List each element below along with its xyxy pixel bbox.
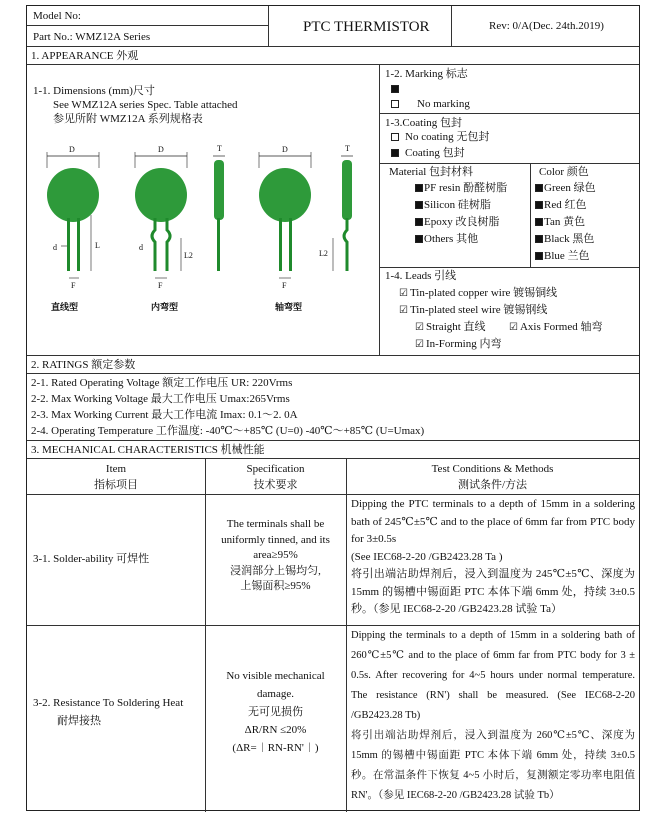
label-d1: D <box>69 145 75 154</box>
lead-steel[interactable]: ☑ Tin-plated steel wire 镀锡钢线 <box>399 304 548 316</box>
revision: Rev: 0/A(Dec. 24th.2019) <box>489 20 604 32</box>
coating-checkbox-empty[interactable] <box>391 133 399 141</box>
type-straight-label: 直线型 <box>51 302 79 312</box>
coating-option-1[interactable]: No coating 无包封 <box>391 130 489 144</box>
color-item-2[interactable]: Red 红色 <box>535 198 586 212</box>
material-item-2[interactable]: Silicon 硅树脂 <box>415 198 491 212</box>
appearance-heading: 1. APPEARANCE 外观 <box>31 50 139 62</box>
lead-inform[interactable]: ☑ In-Forming 内弯 <box>415 338 502 350</box>
lead-straight[interactable]: ☑ Straight 直线 <box>415 321 486 333</box>
color-item-1[interactable]: Green 绿色 <box>535 181 596 195</box>
type-axis-label: 轴弯型 <box>275 302 303 312</box>
marking-checkbox-empty[interactable] <box>391 100 399 108</box>
part-no: Part No.: WMZ12A Series <box>33 31 151 43</box>
checked-box-icon: ☑ <box>509 322 518 333</box>
label-l2-b: L2 <box>319 249 328 258</box>
col-test-header: Test Conditions & Methods 测试条件/方法 <box>431 463 554 491</box>
model-no: Model No: <box>33 10 81 22</box>
dimensions-line2: 参见所附 WMZ12A 系列规格表 <box>53 113 203 125</box>
ratings-heading: 2. RATINGS 额定参数 <box>31 359 136 371</box>
color-item-5[interactable]: Blue 兰色 <box>535 249 590 263</box>
rating-2: 2-2. Max Working Voltage 最大工作电压 Umax:265Vrms <box>31 393 290 405</box>
dimensions-title: 1-1. Dimensions (mm)尺寸 <box>33 85 155 97</box>
material-title: Material 包封材料 <box>389 166 474 178</box>
color-item-4[interactable]: Black 黑色 <box>535 232 594 246</box>
checked-box-icon: ☑ <box>399 305 408 316</box>
thickness-drawing-2 <box>319 144 353 271</box>
type-inbend-label: 内弯型 <box>151 302 179 312</box>
spec-sheet <box>26 5 640 811</box>
rating-4: 2-4. Operating Temperature 工作温度: -40℃～+85℃ (U=0) -40℃～+85℃ (U=Umax) <box>31 425 425 437</box>
col-spec-header: Specification 技术要求 <box>246 463 305 491</box>
color-item-3[interactable]: Tan 黄色 <box>535 215 585 229</box>
marking-option-1[interactable] <box>391 82 405 96</box>
material-item-4[interactable]: Others 其他 <box>415 232 478 246</box>
material-item-3[interactable]: Epoxy 改良树脂 <box>415 215 499 229</box>
label-d3: D <box>282 145 288 154</box>
material-item-1[interactable]: PF resin 酚醛树脂 <box>415 181 507 195</box>
rating-1: 2-1. Rated Operating Voltage 额定工作电压 UR: 220Vrms <box>31 377 293 389</box>
row1-spec: The terminals shall be uniformly tinned, and its area≥95% 浸润部分上锡均匀, 上锡面积≥95% <box>221 518 330 592</box>
label-f3: F <box>282 281 287 290</box>
coating-checkbox-filled[interactable] <box>391 149 399 157</box>
label-f1: F <box>71 281 76 290</box>
label-f2: F <box>158 281 163 290</box>
checked-box-icon: ☑ <box>415 322 424 333</box>
checked-box-icon: ☑ <box>399 288 408 299</box>
coating-option-2[interactable]: Coating 包封 <box>391 146 465 160</box>
lead-axis[interactable]: ☑ Axis Formed 轴弯 <box>509 321 603 333</box>
mechanical-heading: 3. MECHANICAL CHARACTERISTICS 机械性能 <box>31 444 265 456</box>
in-forming-type-drawing <box>135 145 193 290</box>
marking-title: 1-2. Marking 标志 <box>385 68 468 80</box>
rating-3: 2-3. Max Working Current 最大工作电流 Imax: 0.1～2. 0A <box>31 409 298 421</box>
row2-item: 3-2. Resistance To Soldering Heat <box>33 697 184 709</box>
label-d2: D <box>158 145 164 154</box>
row1-test: Dipping the PTC terminals to a depth of 15mm in a soldering bath of 245℃±5℃ and to the place of 6mm far from PTC body for 3±0.5s (See IEC68-2-20 /GB2423.28 Ta ) 将引出端沾助焊剂后，浸入到温度为 245℃±5℃、深度为15mm 的锡槽中锡面距 PTC 本体下端 6mm 处，持续 3±0.5 秒。（参见 IEC68-2-20 /GB2423.28 试验 Ta） <box>351 498 635 615</box>
dimensions-line1: See WMZ12A series Spec. Table attached <box>53 99 238 111</box>
row2-test: Dipping the terminals to a depth of 15mm in a soldering bath of 260℃±5℃ and to the place of 6mm far from PTC body for 3 ± 0.5s. After recovering for 4~5 hours under normal temperature. The resistance (RN') shall be measured. (See IEC68-2-20 /GB2423.28 Tb) 将引出端沾助焊剂后，浸入到温度为 260℃±5℃、深度为15mm 的锡槽中锡面距 PTC 本体下端 6mm 处，持续 3±0.5 秒。在常温条件下恢复 4~5 小时后，复测额定零功率电阻值RN'。（参见 IEC68-2-20 /GB2423.28 试验 Tb） <box>351 630 635 801</box>
marking-checkbox-filled[interactable] <box>391 85 399 93</box>
doc-title: PTC THERMISTOR <box>303 19 430 35</box>
thermistor-dimension-diagram <box>31 138 371 314</box>
lead-copper[interactable]: ☑ Tin-plated copper wire 镀锡铜线 <box>399 287 558 299</box>
label-l1: L <box>95 241 100 250</box>
checked-box-icon: ☑ <box>415 339 424 350</box>
row2-spec: No visible mechanical damage. 无可见损伤 ΔR/RN ≤20% (ΔR=︱RN-RN'︱) <box>226 670 325 754</box>
label-t1: T <box>217 144 222 153</box>
color-title: Color 颜色 <box>539 166 589 178</box>
thickness-drawing-1 <box>213 144 225 271</box>
label-lead-d1: d <box>53 243 57 252</box>
axis-formed-type-drawing <box>259 145 311 290</box>
label-l2-a: L2 <box>184 251 193 260</box>
marking-option-2[interactable]: No marking <box>391 97 470 111</box>
label-lead-d2: d <box>139 243 143 252</box>
coating-title: 1-3.Coating 包封 <box>385 117 462 129</box>
leads-title: 1-4. Leads 引线 <box>385 270 457 282</box>
label-t2: T <box>345 144 350 153</box>
straight-type-drawing <box>47 145 100 290</box>
row1-item: 3-1. Solder-ability 可焊性 <box>33 553 150 565</box>
row2-item-cn: 耐焊接热 <box>57 715 101 727</box>
col-item-header: Item 指标项目 <box>94 463 138 491</box>
